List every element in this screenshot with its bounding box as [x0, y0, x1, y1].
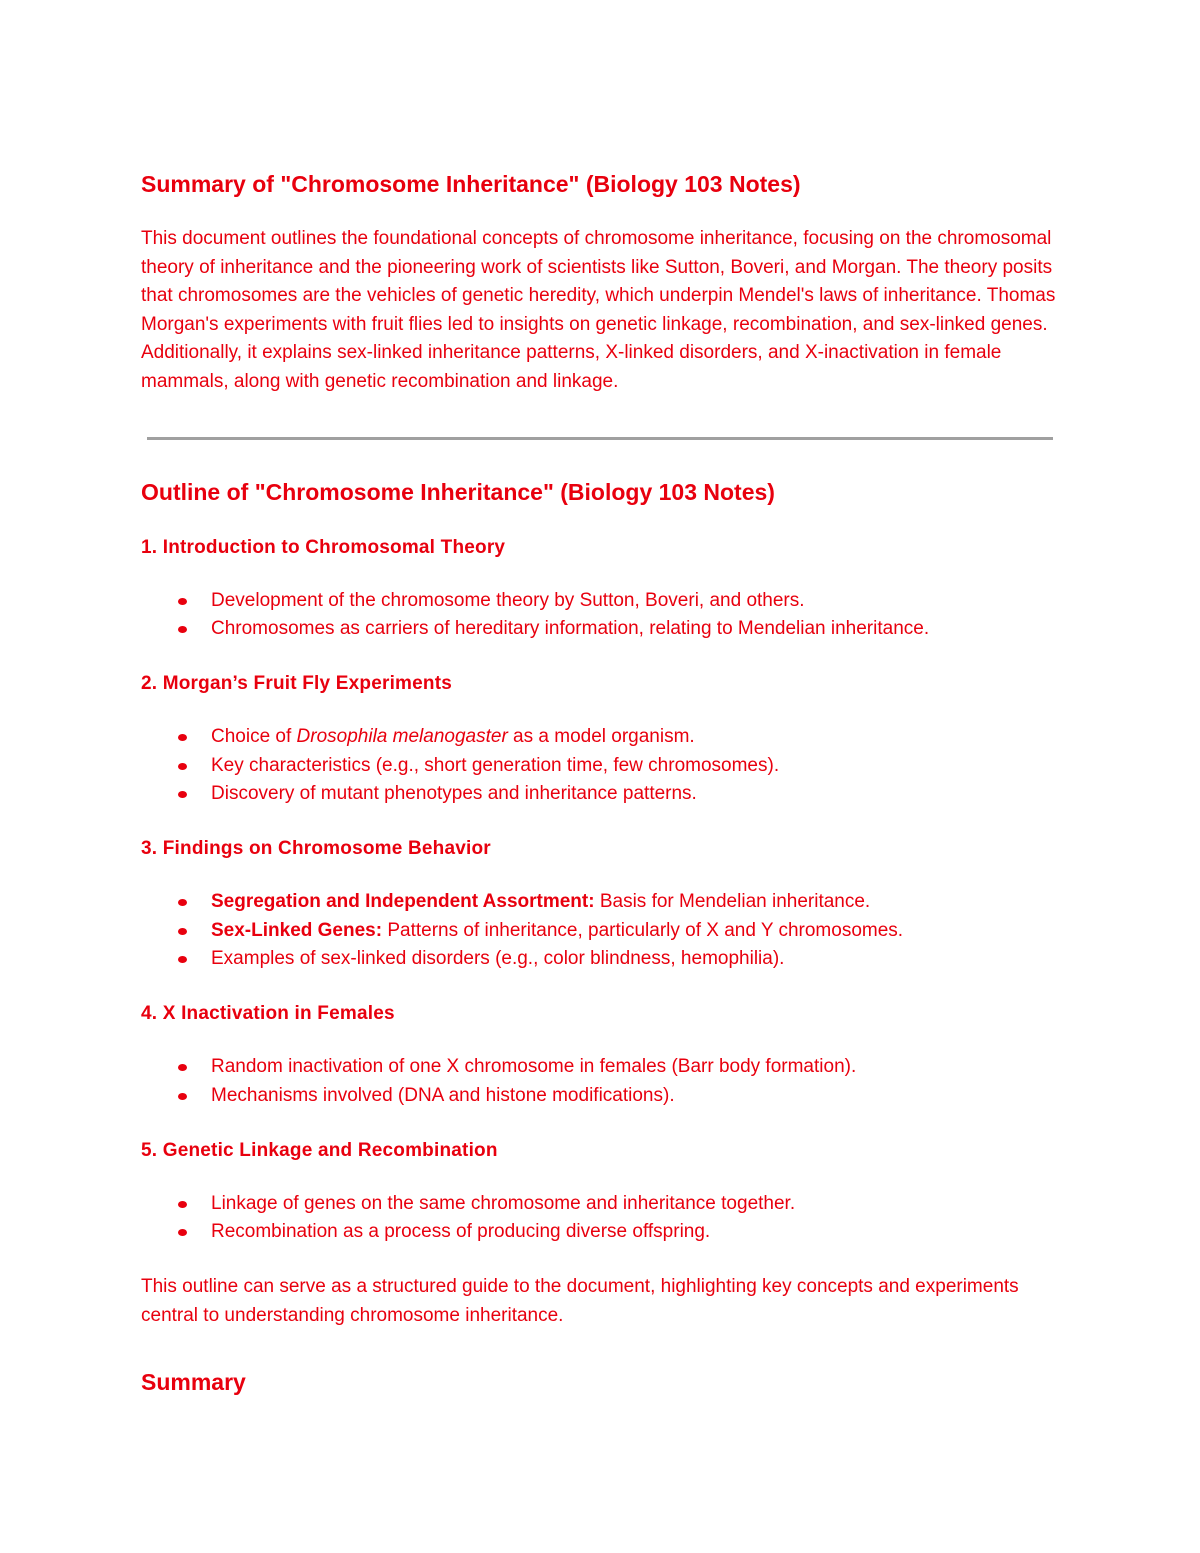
bullet-icon [178, 763, 187, 770]
list-item: Key characteristics (e.g., short generation time, few chromosomes). [141, 752, 1056, 781]
section-2-list [141, 723, 1056, 809]
section-heading-1: 1. Introduction to Chromosomal Theory [141, 536, 506, 558]
closing-paragraph: This outline can serve as a structured guide to the document, highlighting key concepts and experiments central to understanding chromosome inheritance. [141, 1276, 1019, 1326]
bullet-icon [178, 1229, 187, 1236]
list-item: Sex-Linked Genes: Patterns of inheritance, particularly of X and Y chromosomes. [141, 917, 1056, 946]
list-item: Linkage of genes on the same chromosome and inheritance together. [141, 1190, 1056, 1219]
bullet-icon [178, 598, 187, 605]
section-heading-2: 2. Morgan’s Fruit Fly Experiments [141, 672, 453, 694]
document-page [141, 160, 1056, 1396]
bullet-icon [178, 1201, 187, 1208]
bullet-icon [178, 1093, 187, 1100]
outline-title: Outline of "Chromosome Inheritance" (Biology 103 Notes) [141, 478, 775, 505]
bullet-icon [178, 928, 187, 935]
list-item: Development of the chromosome theory by Sutton, Boveri, and others. [141, 587, 1056, 616]
section-heading-5: 5. Genetic Linkage and Recombination [141, 1139, 498, 1161]
list-item: Mechanisms involved (DNA and histone modifications). [141, 1082, 1056, 1111]
list-item: Random inactivation of one X chromosome in females (Barr body formation). [141, 1053, 1056, 1082]
list-item: Segregation and Independent Assortment: Basis for Mendelian inheritance. [141, 888, 1056, 917]
section-3-list [141, 888, 1056, 974]
summary-title: Summary of "Chromosome Inheritance" (Biology 103 Notes) [141, 171, 801, 197]
list-item: Discovery of mutant phenotypes and inheritance patterns. [141, 780, 1056, 809]
section-1-list [141, 587, 1056, 644]
section-4-list [141, 1053, 1056, 1110]
bullet-icon [178, 1064, 187, 1071]
section-heading-4: 4. X Inactivation in Females [141, 1003, 395, 1025]
bullet-icon [178, 899, 187, 906]
final-summary-heading: Summary [141, 1369, 246, 1396]
bullet-icon [178, 626, 187, 633]
bullet-icon [178, 956, 187, 963]
horizontal-divider [147, 437, 1053, 440]
summary-paragraph: This document outlines the foundational concepts of chromosome inheritance, focusing on the chromosomal theory of inheritance and the pioneering work of scientists like Sutton, Boveri, and Morgan. The theory posits that chromosomes are the vehicles of genetic heredity, which underpin Mendel's laws of inheritance. Thomas Morgan's experiments with fruit flies led to insights on genetic linkage, recombination, and sex-linked genes. Additionally, it explains sex-linked inheritance patterns, X-linked disorders, and X-inactivation in female mammals, along with genetic recombination and linkage. [141, 228, 1056, 392]
list-item: Recombination as a process of producing diverse offspring. [141, 1218, 1056, 1247]
bullet-icon [178, 734, 187, 741]
section-5-list [141, 1190, 1056, 1247]
list-item: Examples of sex-linked disorders (e.g., color blindness, hemophilia). [141, 945, 1056, 974]
bullet-icon [178, 791, 187, 798]
list-item: Chromosomes as carriers of hereditary information, relating to Mendelian inheritance. [141, 615, 1056, 644]
section-heading-3: 3. Findings on Chromosome Behavior [141, 838, 491, 860]
list-item: Choice of Drosophila melanogaster as a model organism. [141, 723, 1056, 752]
